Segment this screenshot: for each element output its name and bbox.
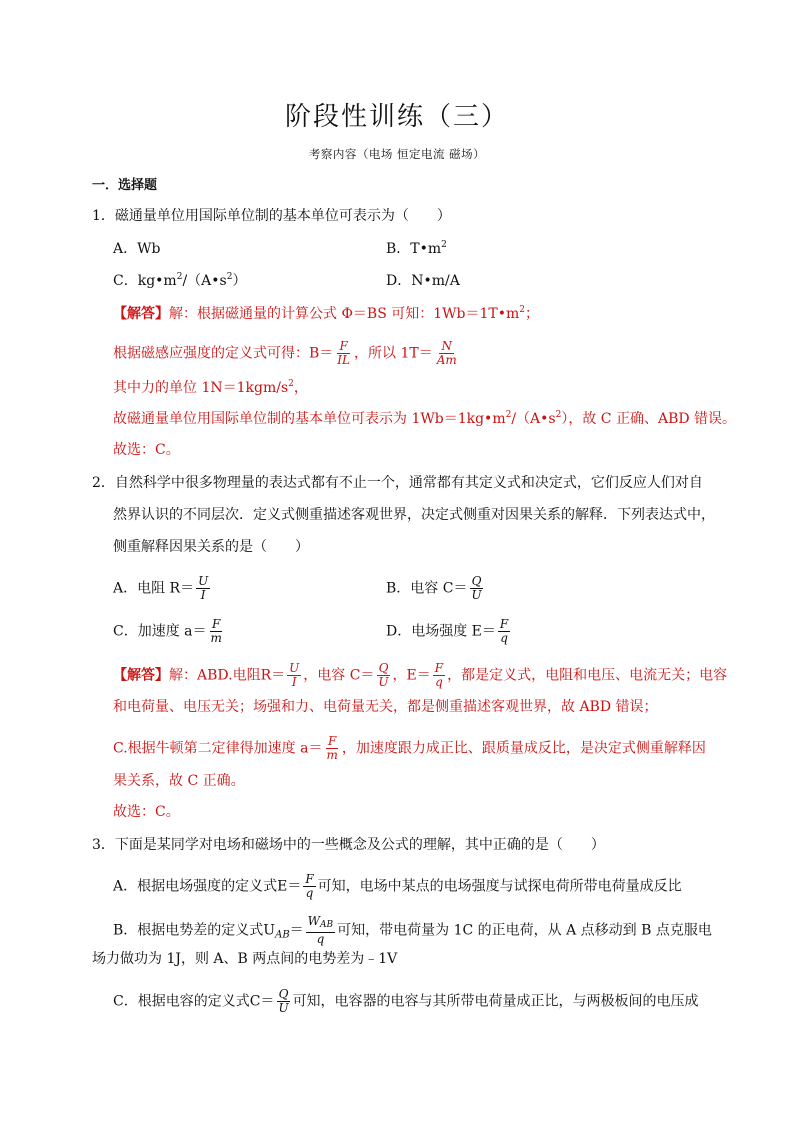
q2-answer-line3: C.根据牛顿第二定律得加速度 a＝ $\frac{F}{m}$ ，加速度跟力成正比、跟质量成反比，是决定式侧重解释因 (113, 734, 706, 762)
fraction: $\frac{F}{q}$ (305, 872, 314, 900)
q2-answer-line1: 【解答】解：ABD.电阻R＝ $\frac{U}{I}$ ，电容 C＝ $\frac{Q}{U}$ ，E＝ $\frac{F}{q}$ ，都是定义式，电阻和电压、电流无关；电容 (113, 661, 728, 689)
q1-answer-line2: 根据磁感应强度的定义式可得：B＝ $\frac{F}{IL}$ ，所以 1T＝ $\frac{N}{Am}$ (113, 339, 457, 367)
q1-answer-line4: 故磁通量单位用国际单位制的基本单位可表示为 $1Wb=1kg•m^2/(A•s^2)$，故 C 正确、ABD 错误。 (113, 410, 737, 427)
fraction: $\frac{Q}{U}$ (471, 574, 482, 602)
q3-stem: 3．下面是某同学对电场和磁场中的一些概念及公式的理解，其中正确的是（ ） (92, 837, 605, 853)
q2-option-c: C．加速度 a＝ $\frac{F}{m}$ (113, 617, 222, 645)
q2-option-a: A．电阻 R＝ $\frac{U}{I}$ (113, 574, 209, 602)
fraction: $\frac{Q}{U}$ (378, 661, 389, 689)
fraction: $\frac{F}{m}$ (326, 734, 338, 762)
q1-answer-line1: 【解答】解：根据磁通量的计算公式 Φ＝BS 可知：$1Wb=1T•m^2$； (113, 305, 540, 322)
q2-option-b: B．电容 C＝ $\frac{Q}{U}$ (386, 574, 482, 602)
fraction: $\frac{U}{I}$ (198, 574, 209, 602)
q1-option-a: A．Wb (113, 241, 161, 257)
q2-answer-line4: 果关系，故 C 正确。 (113, 773, 245, 789)
q2-stem-line2: 然界认识的不同层次．定义式侧重描述客观世界，决定式侧重对因果关系的解释．下列表达式中， (113, 507, 715, 523)
section-heading: 一．选择题 (92, 178, 158, 193)
fraction: $\frac{U}{I}$ (289, 661, 300, 689)
q3-option-a: A．根据电场强度的定义式E＝ $\frac{F}{q}$ 可知，电场中某点的电场强度与试探电荷所带电荷量成反比 (113, 872, 682, 900)
q1-option-b: B．$T•m^2$ (386, 240, 447, 257)
q2-choice: 故选：C。 (113, 804, 180, 820)
fraction: $\frac{F}{q}$ (434, 661, 444, 689)
q1-option-c: C．$kg•m^2/(A•s^2)$ (113, 272, 247, 289)
fraction: $\frac{N}{Am}$ (436, 339, 457, 367)
q1-option-d: D．N•m/A (386, 273, 460, 289)
q1-choice: 故选：C。 (113, 442, 180, 458)
q3-option-b: B．根据电势差的定义式$U_{AB}=$ $\frac{W_{AB}}{q}$ 可知，带电荷量为 1C 的正电荷，从 A 点移动到 B 点克服电 (113, 914, 712, 946)
page-title: 阶段性训练（三） (284, 102, 509, 132)
q1-stem: 1．磁通量单位用国际单位制的基本单位可表示为（ ） (92, 208, 451, 224)
fraction: $\frac{F}{q}$ (499, 617, 509, 645)
q3-option-c: C．根据电容的定义式C＝ $\frac{Q}{U}$ 可知，电容器的电容与其所带电荷量成正比，与两极板间的电压成 (113, 987, 699, 1015)
q2-stem-line3: 侧重解释因果关系的是（ ） (113, 539, 309, 555)
page-subtitle: 考察内容（电场 恒定电流 磁场） (308, 147, 486, 161)
q3-option-b-line2: 场力做功为 1J，则 A、B 两点间的电势差为﹣1V (92, 951, 398, 967)
fraction: $\frac{F}{m}$ (210, 617, 222, 645)
fraction: $\frac{Q}{U}$ (278, 987, 289, 1015)
q1-answer-line3: 其中力的单位 $1N=1kgm/s^2$， (113, 379, 308, 396)
fraction: $\frac{F}{IL}$ (337, 339, 351, 367)
q2-stem-line1: 2．自然科学中很多物理量的表达式都有不止一个，通常都有其定义式和决定式，它们反应人们对自 (92, 475, 703, 491)
fraction: $\frac{W_{AB}}{q}$ (307, 914, 334, 946)
q2-answer-line2: 和电荷量、电压无关；场强和力、电荷量无关，都是侧重描述客观世界，故 ABD 错误； (113, 699, 658, 715)
q2-option-d: D．电场强度 E＝ $\frac{F}{q}$ (386, 617, 509, 645)
